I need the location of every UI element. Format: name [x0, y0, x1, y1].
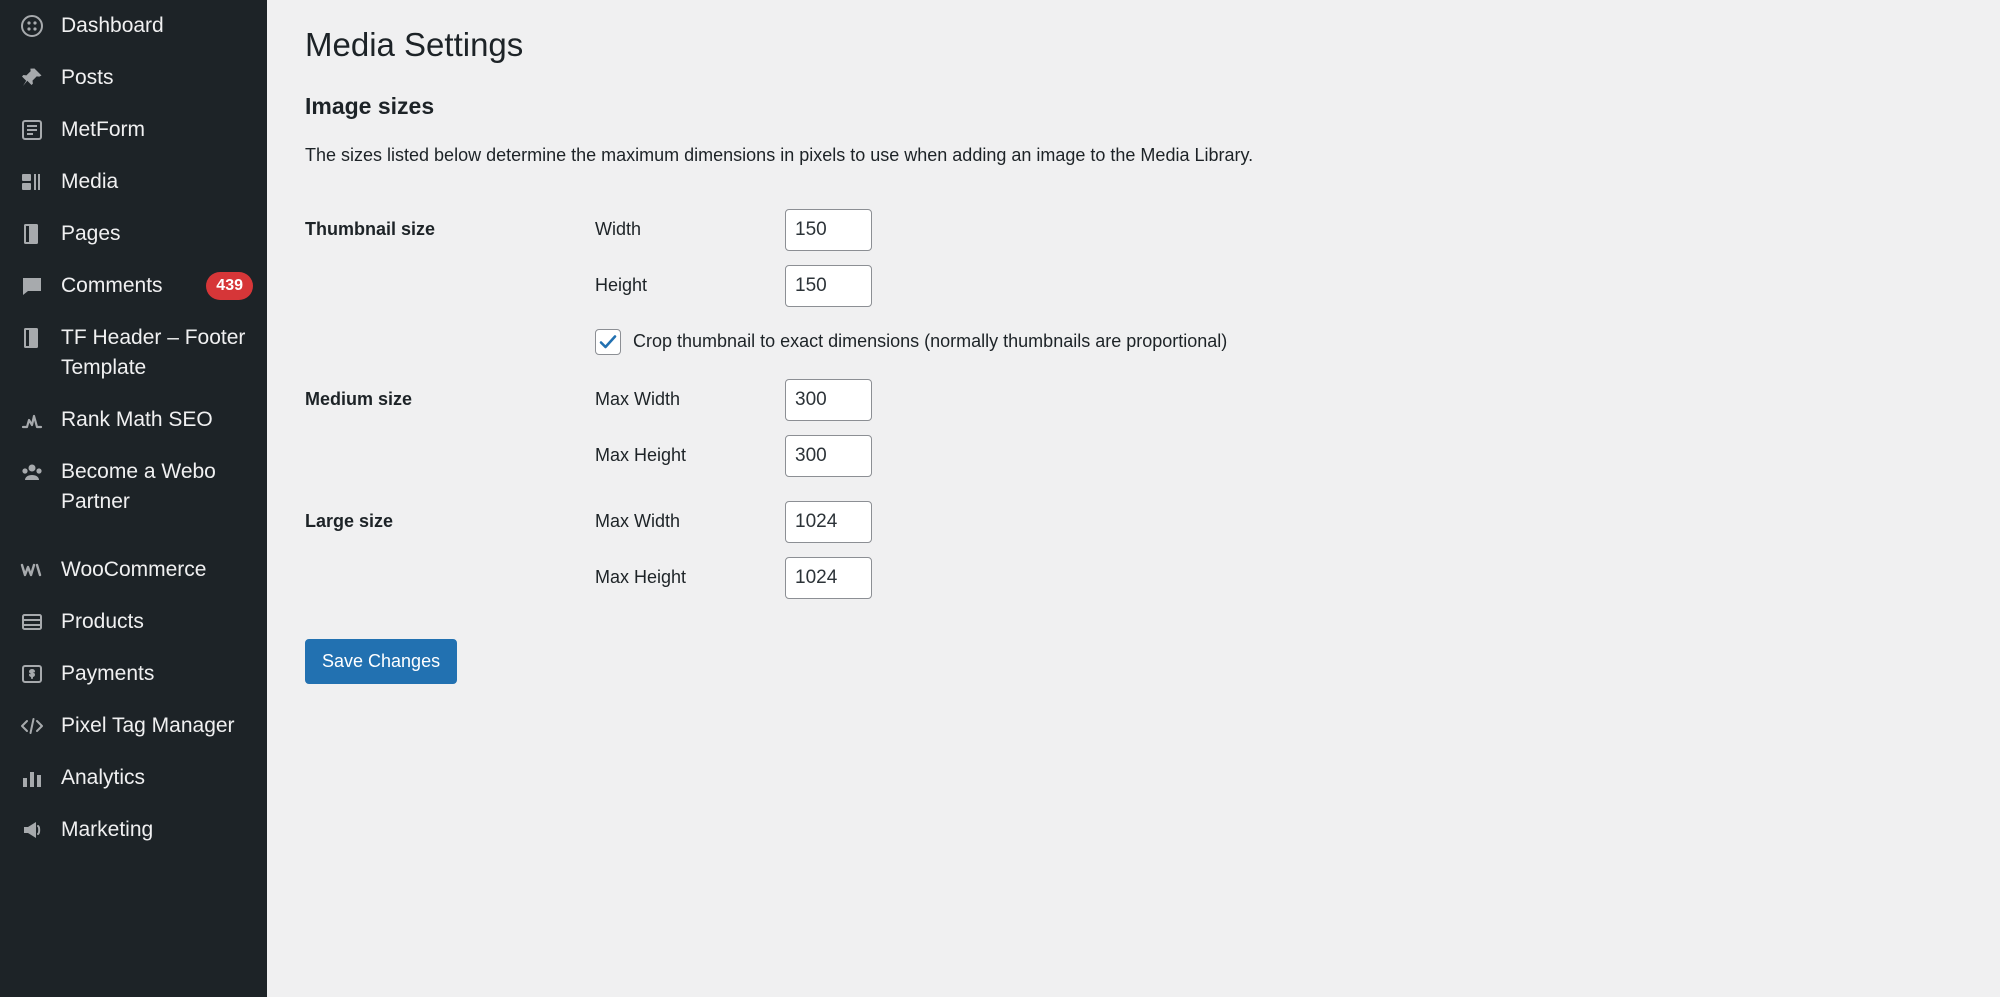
row-fields-medium-size	[595, 367, 1960, 489]
row-heading-thumbnail-size: Thumbnail size	[305, 218, 436, 239]
code-icon	[16, 711, 47, 741]
sidebar-item-analytics[interactable]	[0, 752, 267, 804]
crop-thumbnail-checkbox[interactable]	[595, 329, 621, 355]
sidebar-item-payments[interactable]	[0, 648, 267, 700]
image-sizes-table	[305, 197, 1960, 611]
woocommerce-icon	[16, 555, 47, 585]
media-icon	[16, 167, 47, 197]
sidebar-item-media[interactable]	[0, 156, 267, 208]
row-heading-large-size: Large size	[305, 510, 394, 531]
sidebar-item-posts[interactable]	[0, 52, 267, 104]
row-fields-large-size	[595, 489, 1960, 611]
section-title-image-sizes: Image sizes	[305, 92, 435, 119]
table-row	[305, 197, 1960, 367]
sidebar-item-label: Comments	[61, 274, 163, 297]
save-changes-button[interactable]: Save Changes	[305, 639, 457, 684]
field-medium-max-height	[595, 435, 1960, 477]
submit-area	[305, 611, 1960, 684]
sidebar-item-pages[interactable]	[0, 208, 267, 260]
field-label: Width	[595, 219, 642, 240]
sidebar-item-woocommerce[interactable]	[0, 544, 267, 596]
sidebar-item-comments[interactable]	[0, 260, 267, 312]
crop-thumbnail-row	[595, 329, 1960, 355]
sidebar-item-label: Become a Webo Partner	[61, 460, 216, 513]
marketing-icon	[16, 815, 47, 845]
field-thumbnail-width	[595, 209, 1960, 251]
analytics-icon	[16, 763, 47, 793]
admin-sidebar	[0, 0, 267, 997]
payments-icon	[16, 659, 47, 689]
dashboard-icon	[16, 11, 47, 41]
pages-icon	[16, 219, 47, 249]
thumbnail-width-input[interactable]	[785, 209, 872, 251]
sidebar-item-label: Marketing	[61, 818, 154, 841]
sidebar-item-label: Posts	[61, 66, 114, 89]
sidebar-item-label: Media	[61, 170, 119, 193]
sidebar-item-rank-math-seo[interactable]	[0, 394, 267, 446]
comments-count-badge: 439	[206, 272, 253, 300]
sidebar-item-tf-header-footer-template[interactable]	[0, 312, 267, 394]
table-row	[305, 489, 1960, 611]
sidebar-item-label: Rank Math SEO	[61, 408, 213, 431]
sidebar-item-label: Payments	[61, 662, 155, 685]
sidebar-item-products[interactable]	[0, 596, 267, 648]
sidebar-item-marketing[interactable]	[0, 804, 267, 856]
pin-icon	[16, 63, 47, 93]
thumbnail-height-input[interactable]	[785, 265, 872, 307]
medium-max-height-input[interactable]	[785, 435, 872, 477]
products-icon	[16, 607, 47, 637]
sidebar-item-label: Dashboard	[61, 14, 164, 37]
field-label: Max Width	[595, 511, 681, 532]
partner-icon	[16, 457, 47, 487]
sidebar-item-label: WooCommerce	[61, 558, 207, 581]
field-label: Max Width	[595, 389, 681, 410]
page-title: Media Settings	[305, 26, 524, 63]
section-description: The sizes listed below determine the maximum dimensions in pixels to use when adding an image to the Media Library.	[305, 144, 1254, 165]
settings-content	[267, 0, 2000, 997]
template-icon	[16, 323, 47, 353]
sidebar-item-become-a-webo-partner[interactable]	[0, 446, 267, 528]
field-large-max-width	[595, 501, 1960, 543]
sidebar-item-metform[interactable]	[0, 104, 267, 156]
sidebar-item-label: Pixel Tag Manager	[61, 714, 235, 737]
sidebar-item-label: TF Header – Footer Template	[61, 326, 246, 379]
field-medium-max-width	[595, 379, 1960, 421]
form-icon	[16, 115, 47, 145]
large-max-height-input[interactable]	[785, 557, 872, 599]
row-fields-thumbnail-size	[595, 197, 1960, 367]
large-max-width-input[interactable]	[785, 501, 872, 543]
checkmark-icon	[598, 332, 618, 352]
sidebar-item-label: MetForm	[61, 118, 145, 141]
crop-thumbnail-label: Crop thumbnail to exact dimensions (normally thumbnails are proportional)	[633, 331, 1228, 352]
table-row	[305, 367, 1960, 489]
rankmath-icon	[16, 405, 47, 435]
field-label: Max Height	[595, 567, 687, 588]
sidebar-item-label: Analytics	[61, 766, 146, 789]
row-heading-medium-size: Medium size	[305, 388, 413, 409]
field-thumbnail-height	[595, 265, 1960, 307]
field-label: Height	[595, 275, 648, 296]
comments-icon	[16, 271, 47, 301]
field-large-max-height	[595, 557, 1960, 599]
medium-max-width-input[interactable]	[785, 379, 872, 421]
sidebar-item-label: Pages	[61, 222, 121, 245]
sidebar-separator	[0, 528, 267, 544]
sidebar-item-dashboard[interactable]	[0, 0, 267, 52]
field-label: Max Height	[595, 445, 687, 466]
sidebar-item-pixel-tag-manager[interactable]	[0, 700, 267, 752]
sidebar-item-label: Products	[61, 610, 144, 633]
